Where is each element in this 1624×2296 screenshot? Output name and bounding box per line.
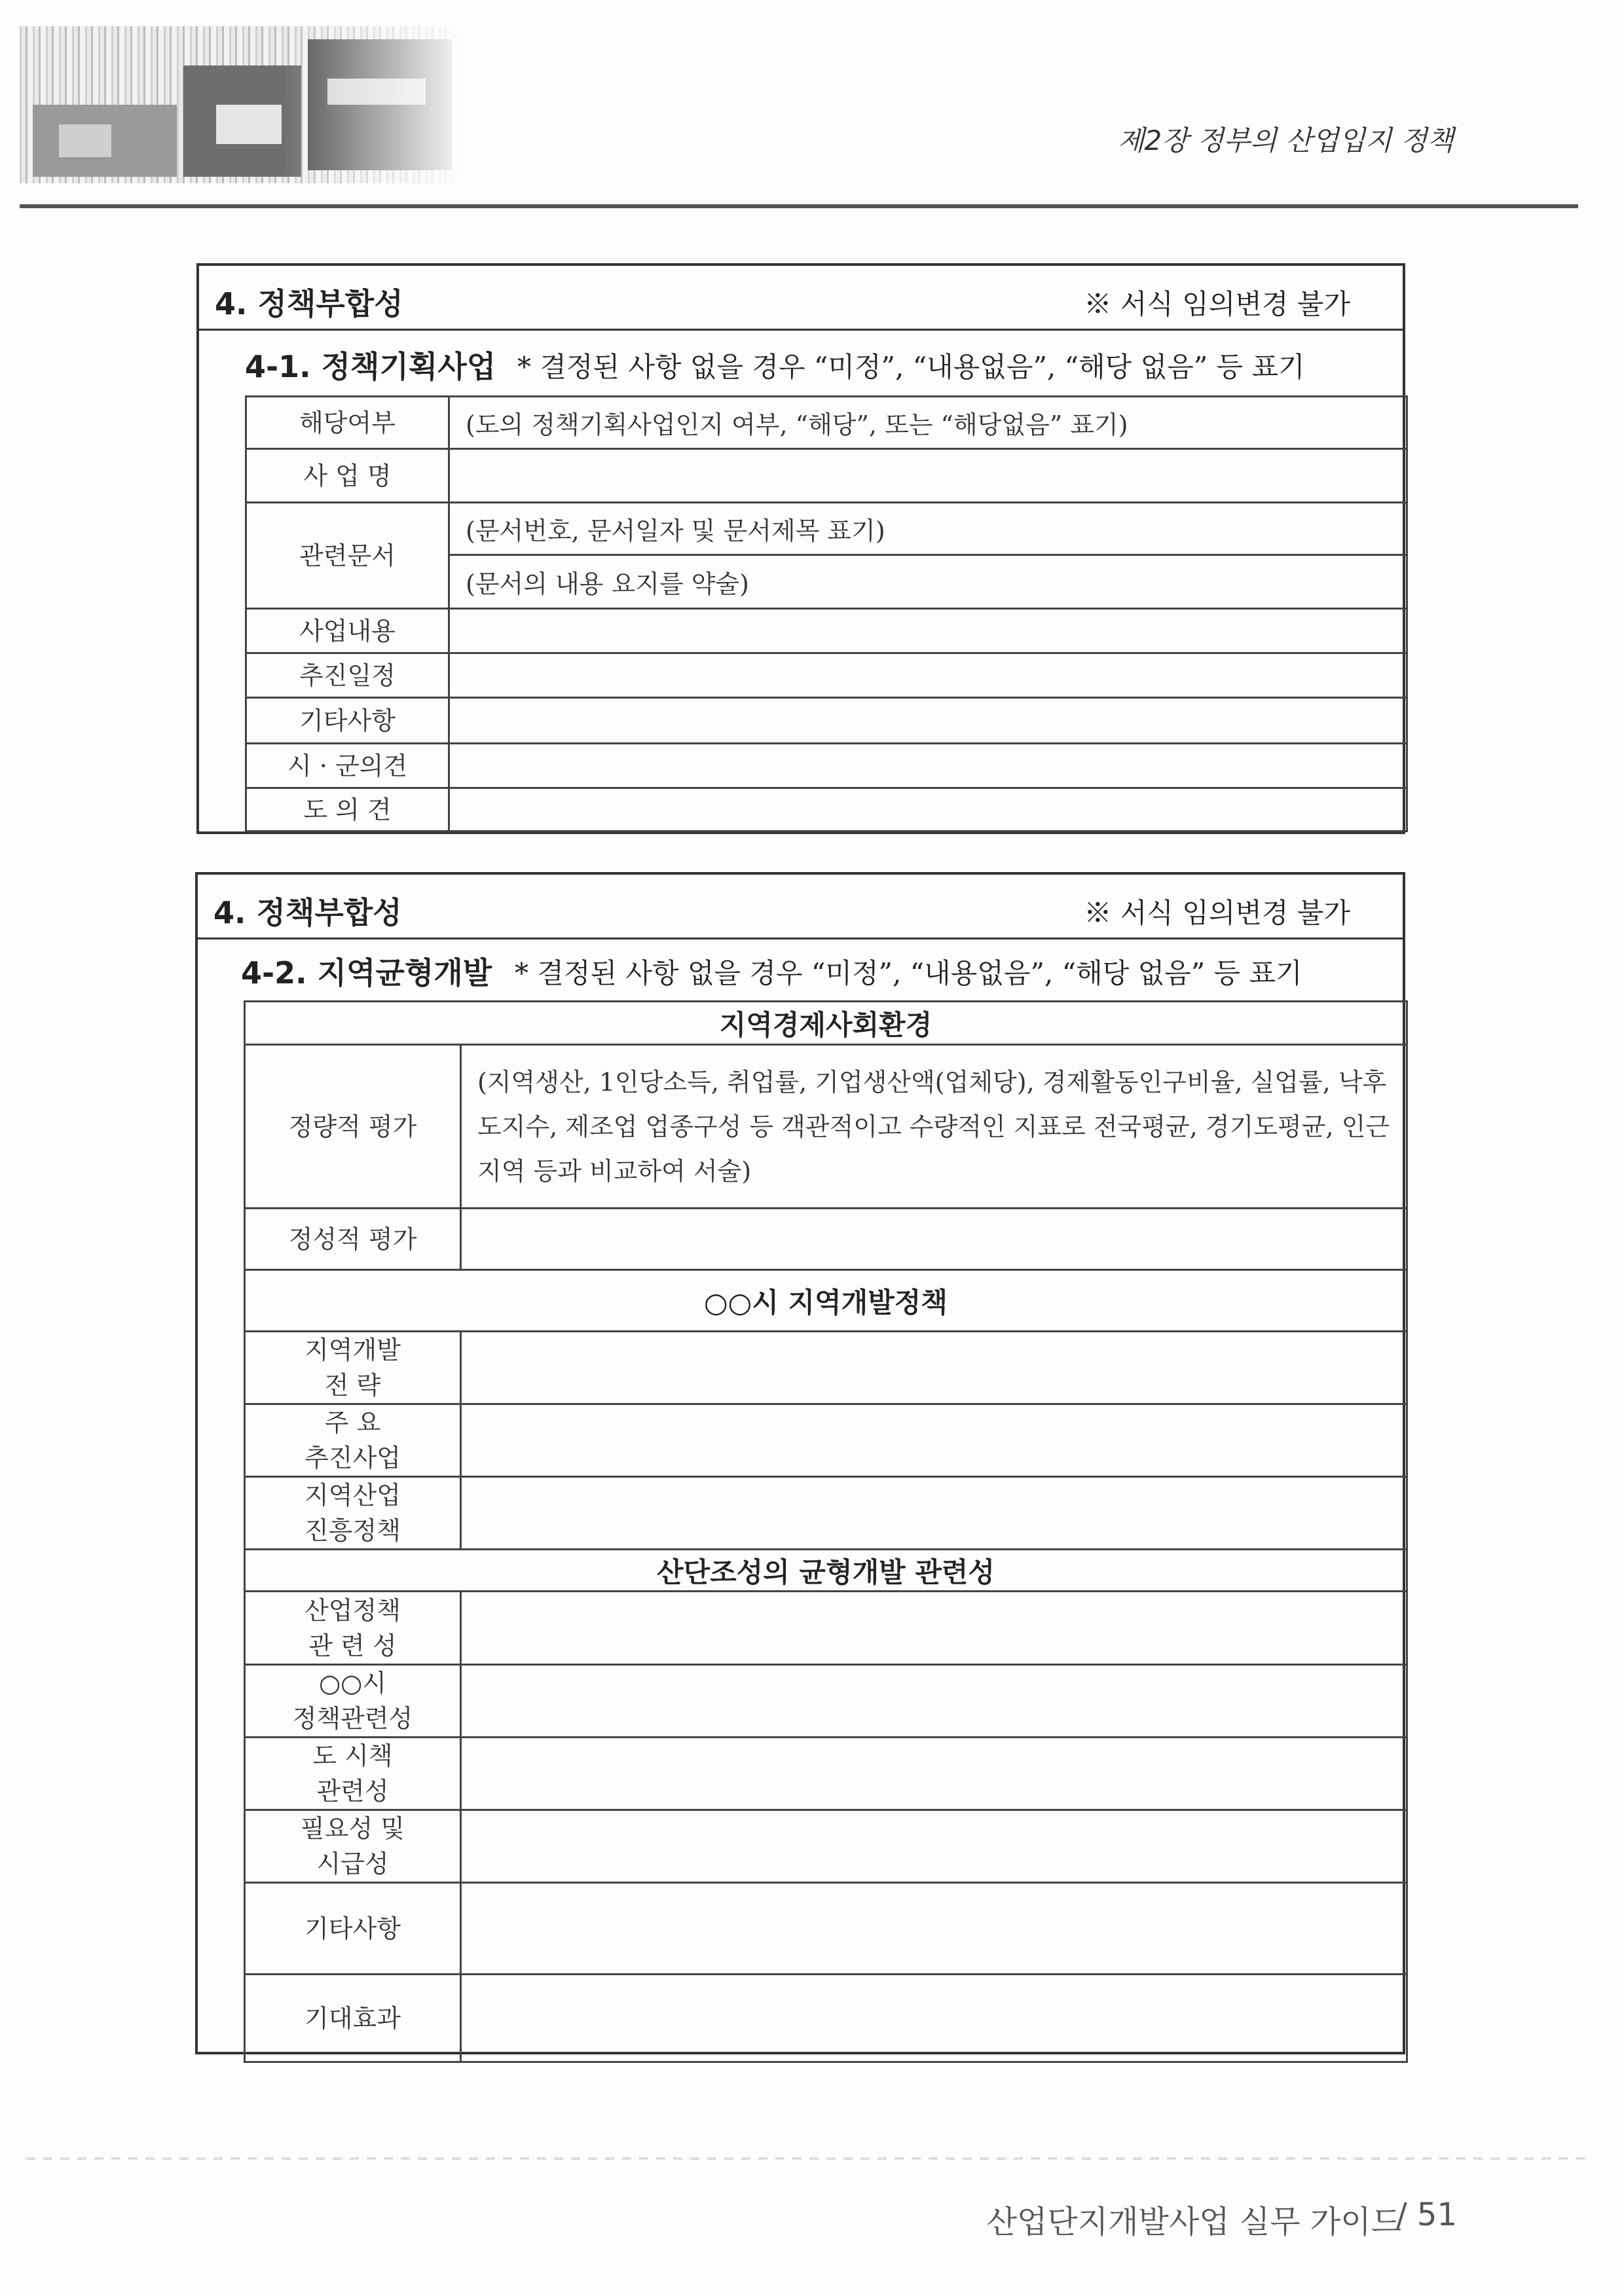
row-label: 기대효과 (245, 1975, 461, 2062)
subsection-title: 4-2. 지역균형개발 (241, 955, 492, 991)
table-row (245, 1738, 1407, 1810)
table-row (246, 744, 1407, 788)
table-row (245, 1810, 1407, 1883)
subsection-note: * 결정된 사항 없을 경우 “미정”, “내용없음”, “해당 없음” 등 표기 (515, 957, 1302, 989)
section-title: 4. 정책부합성 (215, 286, 403, 321)
row-label: 관련문서 (246, 503, 449, 609)
form-box-regional-balance (195, 872, 1405, 2054)
row-label: 정성적 평가 (245, 1209, 461, 1270)
form-box-header (199, 266, 1403, 331)
row-label: 해당여부 (246, 397, 449, 449)
row-label: 사 업 명 (246, 449, 449, 503)
subsection-title: 4-1. 정책기획사업 (245, 349, 496, 384)
row-label: ○○시 정책관련성 (245, 1665, 461, 1738)
form-box-header (198, 875, 1403, 939)
row-value[interactable] (461, 1209, 1407, 1270)
row-label: 정량적 평가 (245, 1045, 461, 1209)
table-row (245, 1209, 1407, 1270)
row-label: 기타사항 (245, 1883, 461, 1975)
section-note: ※ 서식 임의변경 불가 (1084, 897, 1350, 929)
row-value[interactable] (461, 1738, 1407, 1810)
table-row (245, 1404, 1407, 1477)
row-value[interactable] (449, 744, 1407, 788)
table-row (245, 1332, 1407, 1404)
row-value[interactable] (449, 698, 1407, 744)
header-rule (20, 204, 1578, 208)
row-value[interactable] (449, 449, 1407, 503)
table-row (245, 1975, 1407, 2062)
row-value[interactable] (461, 1810, 1407, 1883)
table-row (246, 449, 1407, 503)
row-label: 지역산업 진흥정책 (245, 1477, 461, 1550)
table-row (246, 609, 1407, 653)
table-row (246, 653, 1407, 698)
table-row (245, 1045, 1407, 1209)
group-title: ○○시 지역개발정책 (245, 1270, 1407, 1332)
row-value[interactable] (461, 1404, 1407, 1477)
table-row (246, 698, 1407, 744)
header-photo (20, 26, 458, 183)
row-label: 도 시책 관련성 (245, 1738, 461, 1810)
row-value[interactable]: (지역생산, 1인당소득, 취업률, 기업생산액(업체당), 경제활동인구비율, 실업률, 낙후도지수, 제조업 업종구성 등 객관적이고 수량적인 지표로 전국평균, 경기도평균, 인근지역 등과 비교하여 서술) (461, 1045, 1407, 1209)
row-value[interactable]: (문서번호, 문서일자 및 문서제목 표기) (449, 503, 1407, 555)
row-value[interactable] (461, 1883, 1407, 1975)
row-value[interactable] (449, 788, 1407, 831)
section-title: 4. 정책부합성 (213, 895, 402, 930)
row-label: 기타사항 (246, 698, 449, 744)
row-value[interactable] (461, 1975, 1407, 2062)
group-title: 지역경제사회환경 (245, 1002, 1407, 1045)
row-value[interactable] (449, 609, 1407, 653)
row-label: 시 · 군의견 (246, 744, 449, 788)
row-label: 사업내용 (246, 609, 449, 653)
policy-planning-table (245, 395, 1408, 832)
table-row (246, 503, 1407, 555)
table-row (246, 788, 1407, 831)
table-row (245, 1477, 1407, 1550)
page-number: / 51 (1396, 2196, 1457, 2233)
footer-guide-title: 산업단지개발사업 실무 가이드 (986, 2204, 1401, 2240)
group-title: 산단조성의 균형개발 관련성 (245, 1550, 1407, 1592)
row-value[interactable] (461, 1592, 1407, 1665)
row-label: 도 의 견 (246, 788, 449, 831)
section-note: ※ 서식 임의변경 불가 (1084, 288, 1350, 320)
chapter-title: 제2장 정부의 산업입지 정책 (1117, 124, 1454, 156)
subsection-note: * 결정된 사항 없을 경우 “미정”, “내용없음”, “해당 없음” 등 표기 (517, 351, 1305, 383)
table-row (246, 397, 1407, 449)
regional-balance-table (244, 1000, 1408, 2063)
table-row (245, 1665, 1407, 1738)
table-row (245, 1592, 1407, 1665)
row-label: 지역개발 전 략 (245, 1332, 461, 1404)
row-value[interactable]: (문서의 내용 요지를 약술) (449, 555, 1407, 609)
footer-dotted-line (26, 2157, 1585, 2160)
row-value[interactable] (461, 1332, 1407, 1404)
row-label: 산업정책 관 련 성 (245, 1592, 461, 1665)
row-value[interactable] (461, 1665, 1407, 1738)
form-box-policy-planning (196, 263, 1405, 834)
row-value[interactable] (461, 1477, 1407, 1550)
row-value[interactable] (449, 653, 1407, 698)
row-label: 필요성 및 시급성 (245, 1810, 461, 1883)
table-row (245, 1550, 1407, 1592)
table-row (245, 1270, 1407, 1332)
table-row (245, 1883, 1407, 1975)
row-label: 주 요 추진사업 (245, 1404, 461, 1477)
table-row (245, 1002, 1407, 1045)
row-value[interactable]: (도의 정책기획사업인지 여부, “해당”, 또는 “해당없음” 표기) (449, 397, 1407, 449)
row-label: 추진일정 (246, 653, 449, 698)
